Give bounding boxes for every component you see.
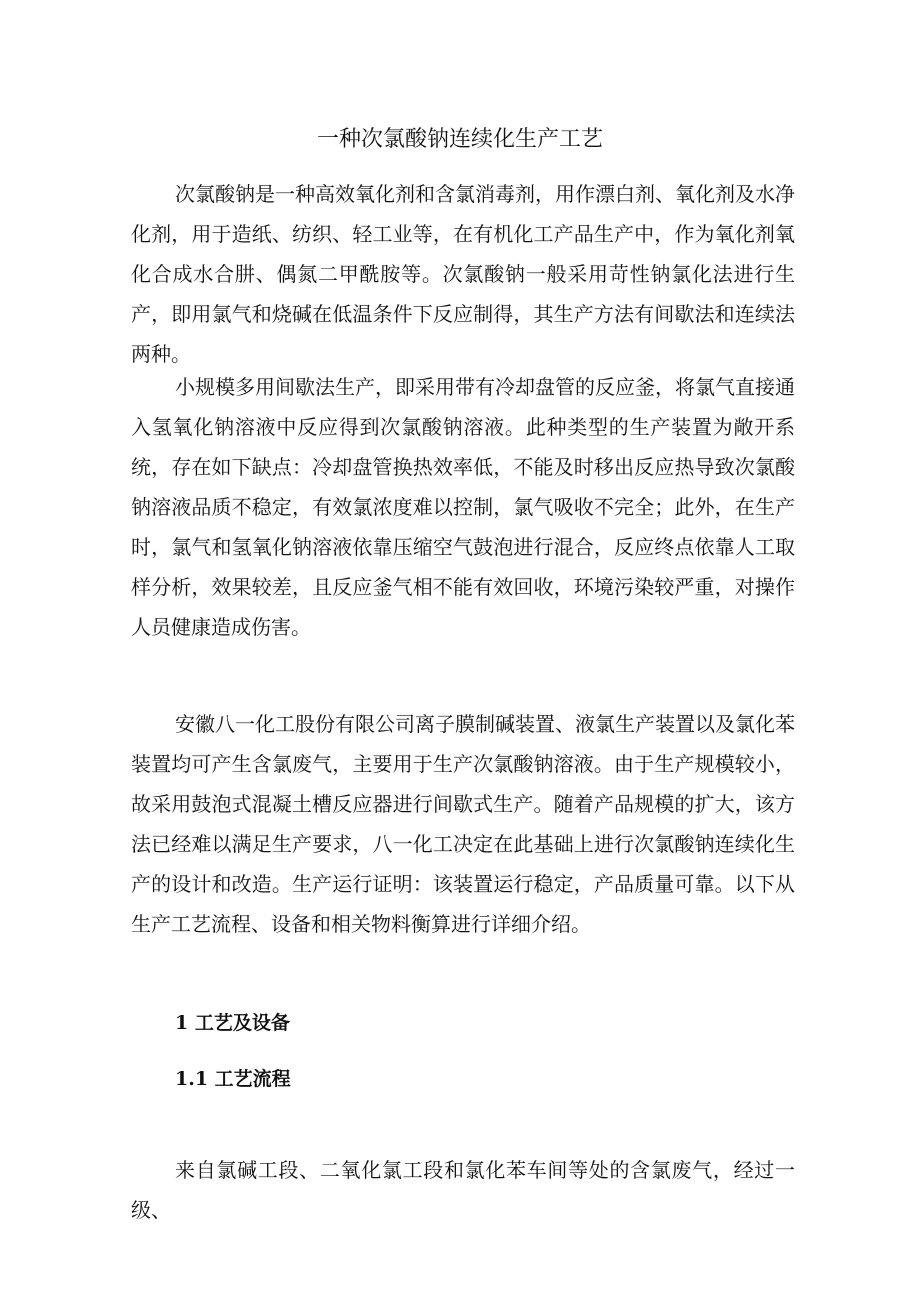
paragraph-intro: 次氯酸钠是一种高效氧化剂和含氯消毒剂，用作漂白剂、氧化剂及水净化剂，用于造纸、纺织、轻工业等，在有机化工产品生产中，作为氧化剂氧化合成水合肼、偶氮二甲酰胺等。次氯酸钠一般采用苛性钠氯化法进行生产，即用氯气和烧碱在低温条件下反应制得，其生产方法有间歇法和连续法两种。 (131, 182, 795, 366)
paragraph-process-flow: 来自氯碱工段、二氧化氯工段和氯化苯车间等处的含氯废气，经过一级、 (131, 1158, 795, 1222)
paragraph-company-background: 安徽八一化工股份有限公司离子膜制碱装置、液氯生产装置以及氯化苯装置均可产生含氯废气，主要用于生产次氯酸钠溶液。由于生产规模较小，故采用鼓泡式混凝土槽反应器进行间歇式生产。随着产品规模的扩大，该方法已经难以满足生产要求，八一化工决定在此基础上进行次氯酸钠连续化生产的设计和改造。生产运行证明：该装置运行稳定，产品质量可靠。以下从生产工艺流程、设备和相关物料衡算进行详细介绍。 (131, 712, 795, 936)
document-title: 一种次氯酸钠连续化生产工艺 (316, 127, 603, 152)
subsection-heading: 1.1 工艺流程 (175, 1068, 291, 1090)
paragraph-batch-method: 小规模多用间歇法生产，即采用带有冷却盘管的反应釜，将氯气直接通入氢氧化钠溶液中反应得到次氯酸钠溶液。此种类型的生产装置为敞开系统，存在如下缺点：冷却盘管换热效率低，不能及时移出反应热导致次氯酸钠溶液品质不稳定，有效氯浓度难以控制，氯气吸收不完全；此外，在生产时，氯气和氢氧化钠溶液依靠压缩空气鼓泡进行混合，反应终点依靠人工取样分析，效果较差，且反应釜气相不能有效回收，环境污染较严重，对操作人员健康造成伤害。 (131, 375, 795, 639)
section-heading: 1 工艺及设备 (175, 1012, 290, 1034)
